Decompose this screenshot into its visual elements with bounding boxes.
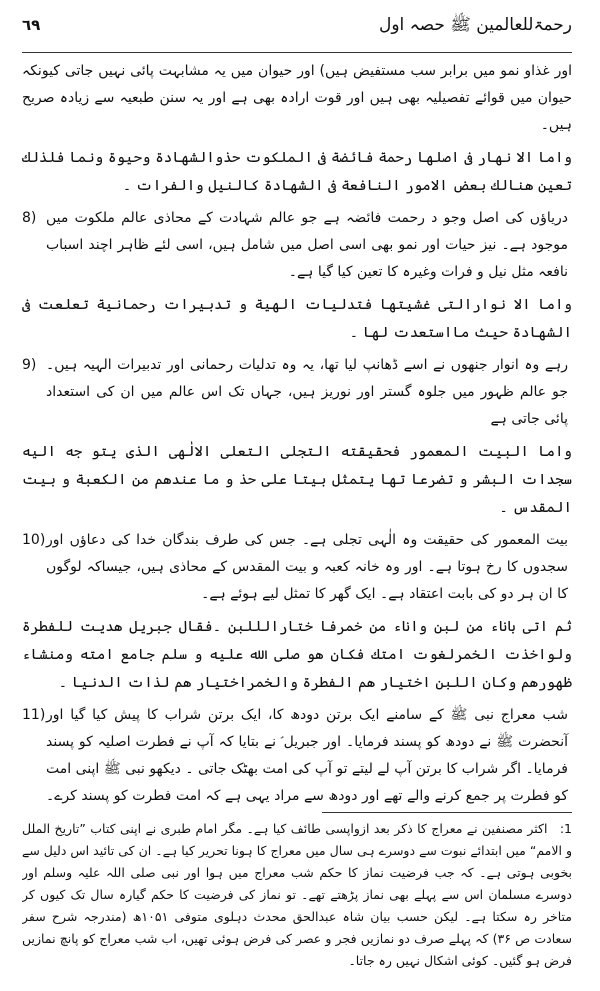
header-rule bbox=[22, 52, 572, 53]
page-header bbox=[22, 10, 572, 46]
item-text: بیت المعمور کی حقیقت وہ الٰہی تجلی ہے۔ جس کی طرف بندگان خدا کی دعاؤں اور سجدوں کا رخ ہوتا ہے۔ اور وہ خانہ کعبہ و بیت المقدس کے محاذی ہیں، جیساکہ لوگوں کا ان ہر دو کی بابت اعتقاد ہے۔ ایک گھر کا تمثل لیے ہوئے ہے۔ bbox=[46, 532, 568, 602]
footnote-text: اکثر مصنفین نے معراج کا ذکر بعد ازواپسی طائف کیا ہے۔ مگر امام طبری نے اپنی کتاب ”تاریخ الملل و الامم“ میں ابتدائے نبوت سے دوسرے ہی سال میں معراج کا ہونا تحریر کیا ہے۔ ان کی تائید اس دلیل سے بخوبی ہوتی ہے۔ کہ جب فرضیت نماز کا حکم شب معراج میں ہوا اور نبی صلی اللہ علیہ وسلم اور دوسرے مسلمان اس سے پہلے بھی نماز پڑھتے تھے۔ تو نماز کی فرضیت کا حکم گیارہ سال تک کیوں کر متاخر رہ سکتا ہے۔ لیکن حسب بیان شاہ عبدالحق محدث دہلوی متوفی ۱۰۵۱ھ (مندرجہ شرح سفر سعادت ص ۳۶) کہ پہلے صرف دو نمازیں فجر و عصر کی فرض ہوئی تھیں، اب شب معراج کو پانچ نمازیں فرض ہو گئیں۔ کوئی اشکال نہیں رہ جاتا۔ bbox=[22, 821, 572, 968]
running-head: رحمۃللعالمین ﷺ حصہ اول bbox=[378, 15, 572, 35]
item-number: 9) bbox=[22, 357, 37, 373]
paragraph-arabic: واما البيت المعمور فحقيقته التجلى التعلى الالٰهى الذى يتو جه اليه سجدات البشر و تضرعا تها يتمثل بيتا على حذ و ما عندهم من الكعبة و بيت المقدس ۔ bbox=[22, 444, 572, 516]
numbered-item bbox=[22, 205, 572, 286]
numbered-item bbox=[22, 702, 572, 806]
paragraph-arabic: ثم اتى باناء من لبن واناء من خمرفا ختارالللبن ۔فقال جبريل هديت للفطرة ولواخذت الخمرلغوت امتك فكان هو صلى الله عليه و سلم جامع امته ومنشاء ظهورهم وكان اللبن اختيار هم الفطرة والخمراختيار هم لذات الدنيا ۔ bbox=[22, 619, 572, 691]
item-number: 8) bbox=[22, 210, 37, 226]
footnote-number: 1: bbox=[559, 821, 572, 836]
numbered-item bbox=[22, 352, 572, 433]
footnote bbox=[22, 818, 572, 983]
item-text: رہے وہ انوار جنھوں نے اسے ڈھانپ لیا تھا، یہ وہ تدلیات رحمانی اور تدبیرات الہیہ ہیں۔ جو عالم ظہور میں جلوہ گستر اور نوریز ہیں، جہاں تک اس عالم میں ان کی استعداد پائی جاتی ہے bbox=[46, 357, 568, 427]
item-text: دریاؤں کی اصل وجو د رحمت فائضہ ہے جو عالم شہادت کے محاذی عالم ملکوت میں موجود ہے۔ نیز حیات اور نمو بھی اسی اصل میں شامل ہیں، اسی لئے ظاہر اچند اسباب نافعہ مثل نیل و فرات وغیرہ کا تعین کیا گیا ہے۔ bbox=[46, 210, 568, 280]
paragraph-arabic: واما الا نوارالتى غشيتها فتدليات الهية و تدبيرات رحمانية تعلعت فى الشهادة حيث مااستعدت لها ۔ bbox=[22, 297, 572, 341]
paragraph-urdu: اور غذاو نمو میں برابر سب مستفیض ہیں) اور حیوان میں یہ مشابہت پائی نہیں جاتی کیونکہ حیوان میں قوائے تفصیلیہ بھی ہیں اور قوت ارادہ بھی ہے اور یہ سنن طبعیہ سے زیادہ صریح ہیں۔ bbox=[22, 63, 572, 133]
footnote-rule bbox=[322, 812, 572, 813]
numbered-item bbox=[22, 527, 572, 608]
item-number: 10) bbox=[22, 532, 46, 548]
page-number: ٦٩ bbox=[22, 16, 41, 34]
item-number: 11) bbox=[22, 707, 46, 723]
item-text: شب معراج نبی ﷺ کے سامنے ایک برتن دودھ کا، ایک برتن شراب کا پیش کیا گیا اور آنحضرت ﷺ نے دودھ کو پسند فرمایا۔ اور جبریل ؑ نے بتایا کہ آپ نے فطرت اصلیہ کو پسند فرمایا۔ اگر شراب کا برتن آپ لے لیتے تو آپ کی امت بھٹک جاتی ۔ دیکھو نبی ﷺ اپنی امت کو فطرت پر جمع کرنے والے تھے اور دودھ سے مراد یہی ہے کہ امت فطرت کو پسند کرے۔ bbox=[46, 707, 568, 804]
main-text bbox=[22, 58, 572, 806]
paragraph-arabic: واما الا نهار فى اصلها رحمة فائضة فى الملكوت حذوالشهادة وحيوة ونما فلذلك تعين هنالك بعض الامور النافعة فى الشهادة كالنيل والفرات ۔ bbox=[22, 150, 572, 194]
